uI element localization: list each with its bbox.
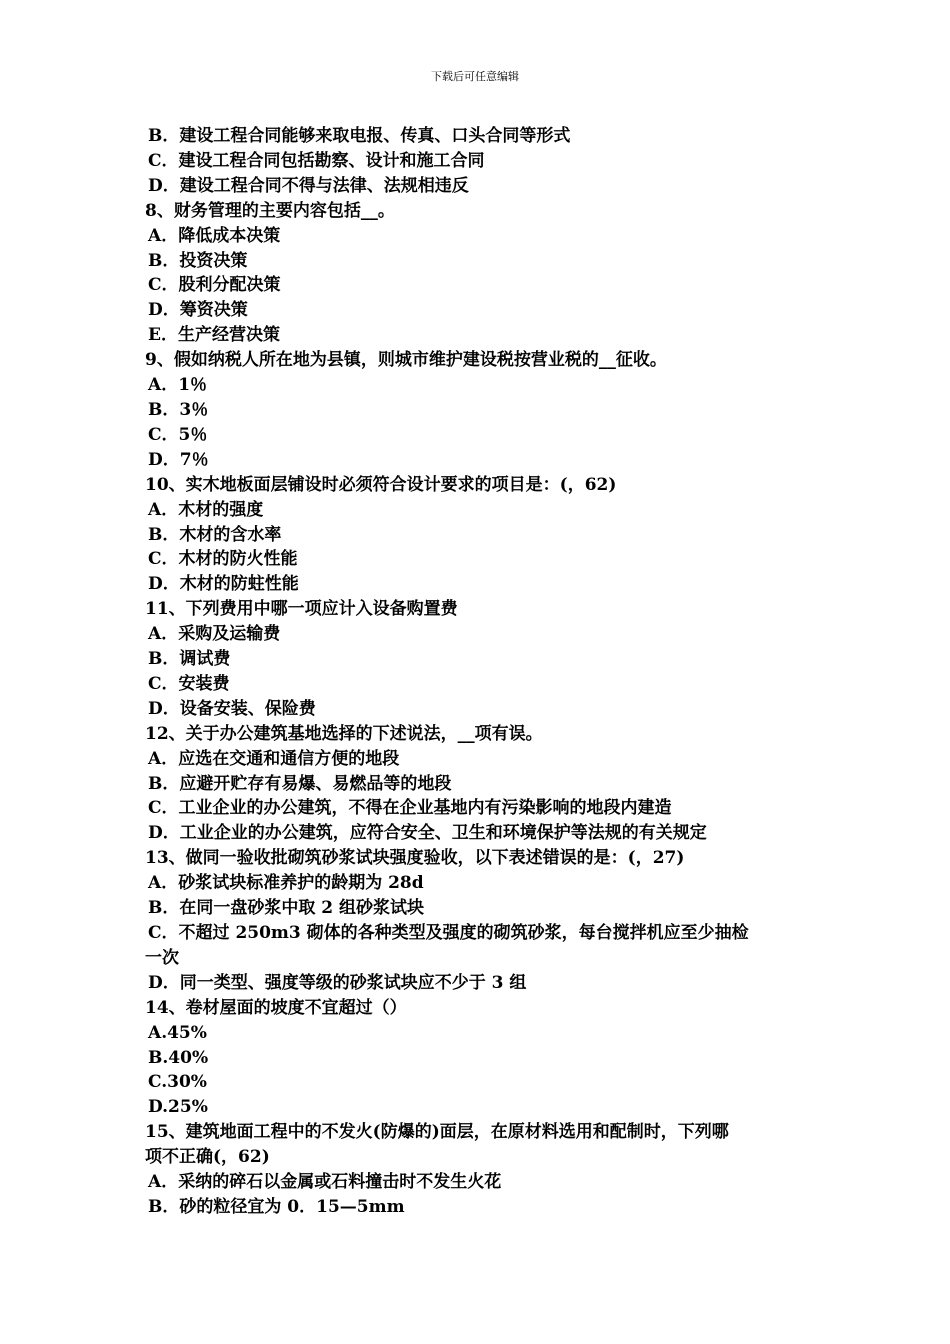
question-text: 项不正确(，62) xyxy=(145,1147,270,1168)
question-text: 11、下列费用中哪一项应计入设备购置费 xyxy=(145,599,458,620)
answer-option: D．筹资决策 xyxy=(148,300,248,321)
answer-option: C．安装费 xyxy=(148,673,230,694)
question-text: 12、关于办公建筑基地选择的下述说法，__项有误。 xyxy=(145,723,543,744)
answer-option: D．木材的防蛀性能 xyxy=(148,574,299,595)
answer-option: B．应避开贮存有易爆、易燃品等的地段 xyxy=(148,773,452,794)
answer-option: D．同一类型、强度等级的砂浆试块应不少于 3 组 xyxy=(148,972,527,993)
question-text: 15、建筑地面工程中的不发火(防爆的)面层，在原材料选用和配制时，下列哪 xyxy=(145,1122,729,1143)
answer-option: A．采购及运输费 xyxy=(148,624,281,645)
question-text: 14、卷材屋面的坡度不宜超过（） xyxy=(145,997,407,1018)
answer-option: D.25% xyxy=(148,1097,208,1118)
answer-option: D．建设工程合同不得与法律、法规相违反 xyxy=(148,175,469,196)
answer-option: B．在同一盘砂浆中取 2 组砂浆试块 xyxy=(148,898,425,919)
answer-option: B．调试费 xyxy=(148,649,231,670)
document-body xyxy=(145,124,813,1220)
question-text: 9、假如纳税人所在地为县镇，则城市维护建设税按营业税的__征收。 xyxy=(145,350,667,371)
answer-option: C.30% xyxy=(148,1072,207,1093)
answer-option: C．木材的防火性能 xyxy=(148,549,298,570)
answer-option: A．应选在交通和通信方便的地段 xyxy=(148,748,400,769)
answer-option: C．建设工程合同包括勘察、设计和施工合同 xyxy=(148,150,485,171)
answer-option: B．建设工程合同能够来取电报、传真、口头合同等形式 xyxy=(148,126,571,146)
question-text: 13、做同一验收批砌筑砂浆试块强度验收，以下表述错误的是：(，27) xyxy=(145,848,685,869)
answer-option: A．采纳的碎石以金属或石料撞击时不发生火花 xyxy=(148,1172,502,1193)
answer-option: B．3％ xyxy=(148,399,209,420)
answer-option: B．木材的含水率 xyxy=(148,524,282,545)
question-text: 一次 xyxy=(145,947,179,968)
answer-option: B.40% xyxy=(148,1047,209,1068)
answer-option: D．7％ xyxy=(148,449,209,470)
answer-option: D．工业企业的办公建筑，应符合安全、卫生和环境保护等法规的有关规定 xyxy=(148,823,707,844)
answer-option: A.45% xyxy=(148,1022,207,1043)
answer-option: D．设备安装、保险费 xyxy=(148,698,316,719)
question-text: 10、实木地板面层铺设时必须符合设计要求的项目是：(，62) xyxy=(145,474,617,495)
answer-option: C．不超过 250m3 砌体的各种类型及强度的砌筑砂浆，每台搅拌机应至少抽检 xyxy=(148,923,749,943)
answer-option: C．5％ xyxy=(148,424,208,445)
answer-option: C．工业企业的办公建筑，不得在企业基地内有污染影响的地段内建造 xyxy=(148,798,672,819)
page-header: 下载后可任意编辑 xyxy=(431,70,519,83)
answer-option: C．股利分配决策 xyxy=(148,275,281,296)
answer-option: A．木材的强度 xyxy=(148,499,264,520)
answer-option: A．砂浆试块标准养护的龄期为 28d xyxy=(148,873,424,894)
answer-option: B．砂的粒径宜为 0．15—5mm xyxy=(148,1196,405,1217)
question-text: 8、财务管理的主要内容包括__。 xyxy=(145,200,395,221)
answer-option: A．1％ xyxy=(148,375,208,396)
answer-option: A．降低成本决策 xyxy=(148,225,281,246)
answer-option: E．生产经营决策 xyxy=(148,325,280,346)
answer-option: B．投资决策 xyxy=(148,250,248,271)
